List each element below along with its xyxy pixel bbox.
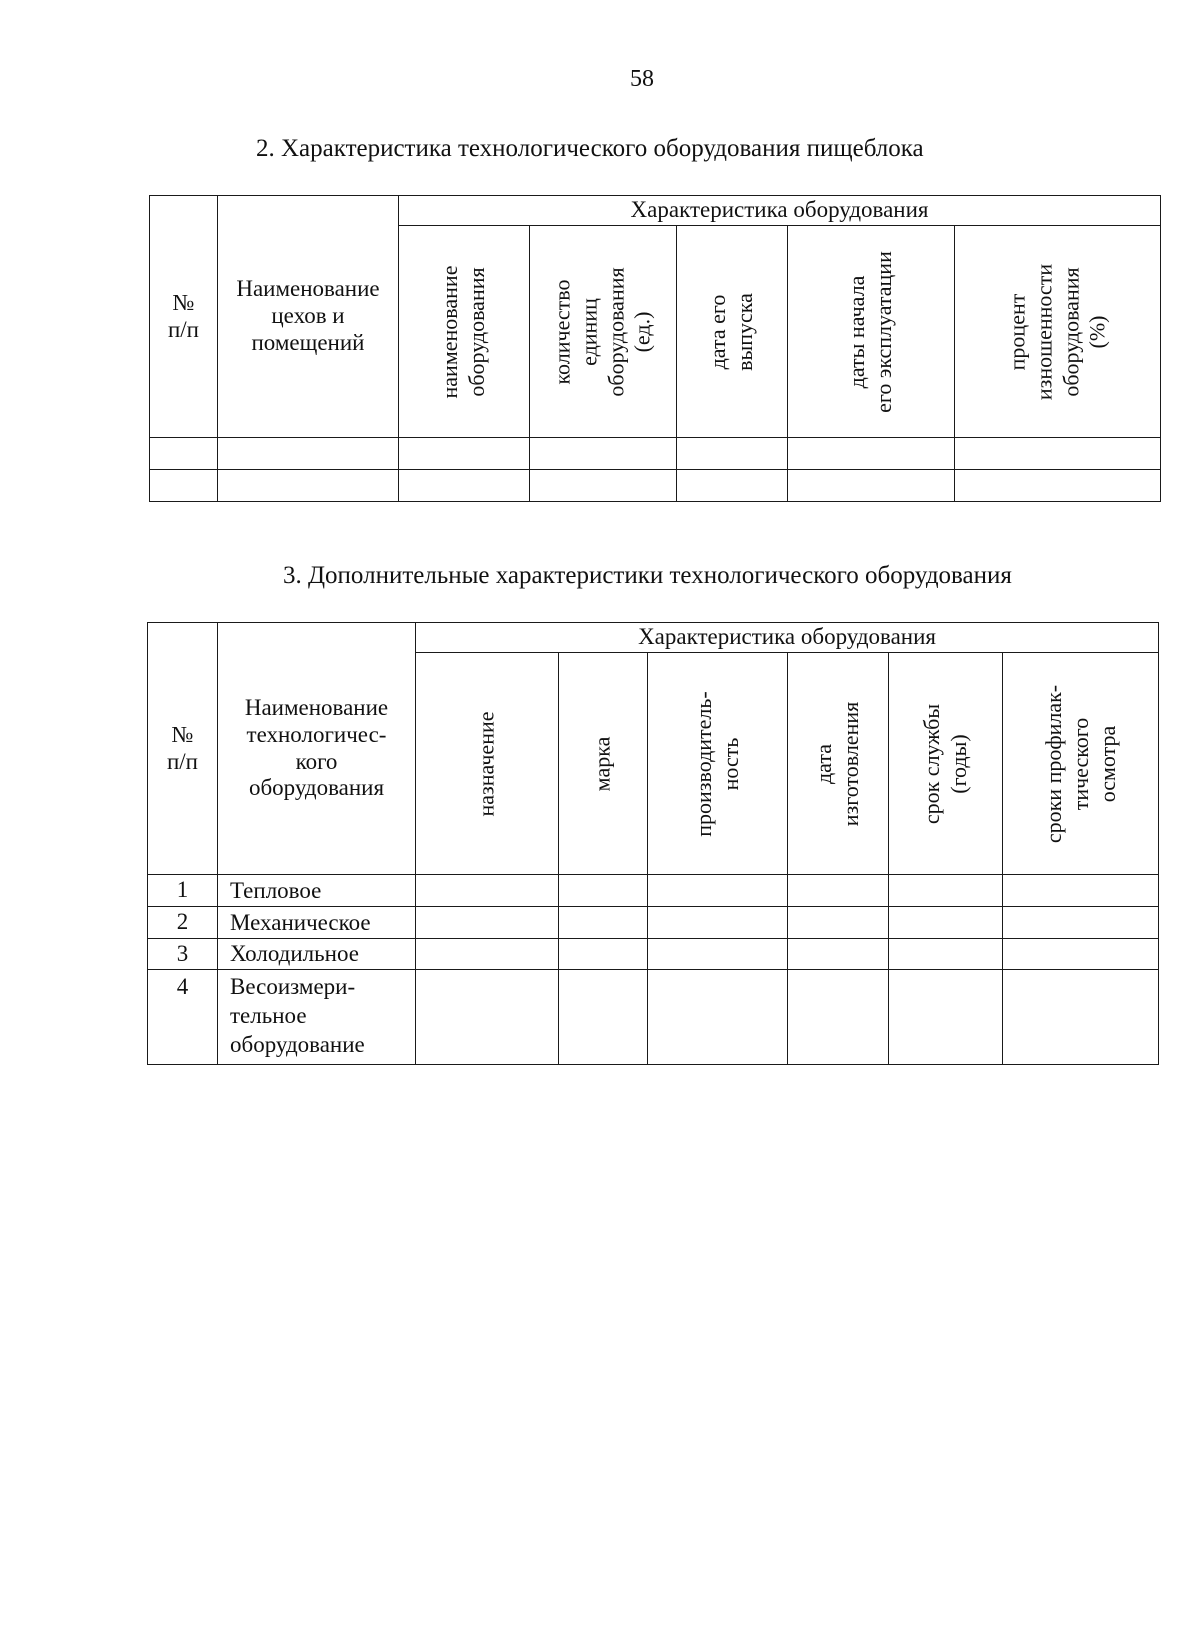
- table-cell: [788, 939, 889, 970]
- table-cell: [1003, 907, 1159, 939]
- col-header-number: № п/п: [150, 196, 218, 438]
- table-row: [148, 970, 1159, 1065]
- table-cell: [416, 875, 559, 907]
- table-cell: [648, 970, 788, 1065]
- col-header-wear-percent: процент изношенности оборудования (%): [955, 226, 1161, 438]
- table-cell: [530, 470, 677, 502]
- table-cell: [399, 470, 530, 502]
- table-cell: [416, 970, 559, 1065]
- page-number: 58: [630, 66, 654, 92]
- table-cell: [788, 875, 889, 907]
- table-row: [148, 907, 1159, 939]
- col-header-number: № п/п: [148, 623, 218, 875]
- col-header-release-date: дата его выпуска: [677, 226, 788, 438]
- table-cell: [416, 939, 559, 970]
- table-cell: [150, 438, 218, 470]
- col-header-brand: марка: [559, 653, 648, 875]
- table-cell: [955, 470, 1161, 502]
- table-cell: [648, 939, 788, 970]
- table-cell: [1003, 939, 1159, 970]
- table-cell: [559, 970, 648, 1065]
- table-cell: [677, 470, 788, 502]
- col-header-premises-name: Наименование цехов и помещений: [218, 196, 399, 438]
- table1-title: 2. Характеристика технологического оборудования пищеблока: [256, 135, 924, 162]
- table-cell: [416, 907, 559, 939]
- col-header-equipment-name: наименование оборудования: [399, 226, 530, 438]
- row-equipment-name: Механическое: [218, 907, 416, 939]
- col-header-operation-start-date: даты начала его эксплуатации: [788, 226, 955, 438]
- row-number: 1: [148, 875, 218, 907]
- table-cell: [677, 438, 788, 470]
- group-header-equipment-characteristics: Характеристика оборудования: [416, 623, 1159, 653]
- table-cell: [218, 470, 399, 502]
- table-cell: [788, 970, 889, 1065]
- table-cell: [955, 438, 1161, 470]
- table-row: [150, 438, 1161, 470]
- row-number: 2: [148, 907, 218, 939]
- table-cell: [1003, 970, 1159, 1065]
- table-row: [150, 470, 1161, 502]
- table-cell: [399, 438, 530, 470]
- table-row: [148, 875, 1159, 907]
- table-cell: [648, 907, 788, 939]
- col-header-manufacture-date: дата изготовления: [788, 653, 889, 875]
- additional-equipment-characteristics-table: [147, 622, 1159, 1065]
- table-cell: [530, 438, 677, 470]
- table-cell: [559, 939, 648, 970]
- row-equipment-name: Холодильное: [218, 939, 416, 970]
- equipment-characteristics-table: [149, 195, 1161, 502]
- table-cell: [788, 907, 889, 939]
- table-cell: [648, 875, 788, 907]
- col-header-purpose: назначение: [416, 653, 559, 875]
- table-cell: [559, 875, 648, 907]
- row-number: 3: [148, 939, 218, 970]
- table-cell: [889, 970, 1003, 1065]
- table-cell: [889, 939, 1003, 970]
- table-cell: [889, 875, 1003, 907]
- col-header-equipment-type: Наименование технологичес- кого оборудования: [218, 623, 416, 875]
- table-cell: [889, 907, 1003, 939]
- table-cell: [788, 470, 955, 502]
- row-equipment-name: Весоизмери- тельное оборудование: [218, 970, 416, 1065]
- table-cell: [788, 438, 955, 470]
- table-cell: [1003, 875, 1159, 907]
- table-cell: [150, 470, 218, 502]
- col-header-productivity: производитель- ность: [648, 653, 788, 875]
- table-row: [148, 939, 1159, 970]
- col-header-service-life: срок службы (годы): [889, 653, 1003, 875]
- table2-title: 3. Дополнительные характеристики технологического оборудования: [283, 562, 1012, 589]
- row-number: 4: [148, 970, 218, 1065]
- col-header-unit-count: количество единиц оборудования (ед.): [530, 226, 677, 438]
- row-equipment-name: Тепловое: [218, 875, 416, 907]
- col-header-inspection-terms: сроки профилак- тического осмотра: [1003, 653, 1159, 875]
- table-cell: [218, 438, 399, 470]
- table-cell: [559, 907, 648, 939]
- group-header-equipment-characteristics: Характеристика оборудования: [399, 196, 1161, 226]
